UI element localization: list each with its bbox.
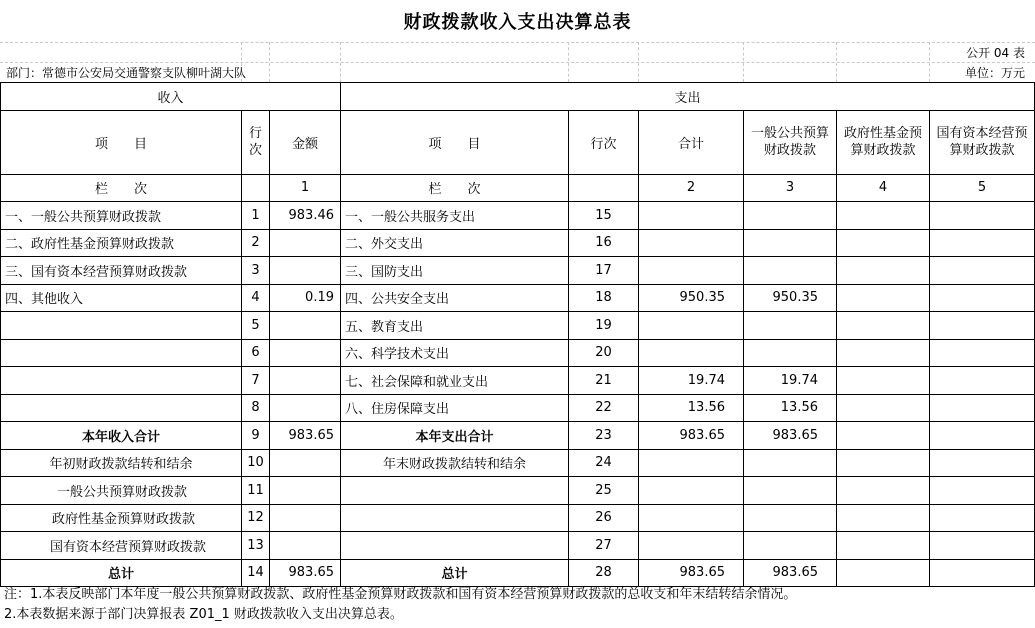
expense-row-no-header: 行次 bbox=[569, 110, 639, 174]
state-capital-cell bbox=[930, 422, 1035, 450]
gov-fund-cell bbox=[837, 449, 930, 477]
expense-total-cell bbox=[639, 312, 744, 340]
general-budget-cell bbox=[744, 202, 837, 230]
state-capital-cell bbox=[930, 312, 1035, 340]
income-item-cell: 总计 bbox=[1, 559, 242, 587]
income-item-cell bbox=[1, 339, 242, 367]
income-item-cell: 一、一般公共预算财政拨款 bbox=[1, 202, 242, 230]
table-row bbox=[1, 257, 1035, 285]
expense-item-cell bbox=[341, 504, 569, 532]
state-capital-cell bbox=[930, 229, 1035, 257]
income-amount-cell bbox=[270, 257, 341, 285]
income-row-no-cell: 5 bbox=[242, 312, 270, 340]
table-row bbox=[1, 449, 1035, 477]
table-row bbox=[1, 367, 1035, 395]
department-label: 部门：常德市公安局交通警察支队柳叶湖大队 bbox=[6, 66, 247, 80]
state-capital-cell bbox=[930, 532, 1035, 560]
expense-item-cell: 七、社会保障和就业支出 bbox=[341, 367, 569, 395]
expense-item-cell: 二、外交支出 bbox=[341, 229, 569, 257]
col-index-empty bbox=[242, 174, 270, 202]
state-capital-cell bbox=[930, 477, 1035, 505]
income-row-no-cell: 2 bbox=[242, 229, 270, 257]
expense-row-no-cell: 17 bbox=[569, 257, 639, 285]
income-row-no-cell: 10 bbox=[242, 449, 270, 477]
gov-fund-cell bbox=[837, 312, 930, 340]
budget-table bbox=[0, 82, 1035, 587]
expense-total-cell bbox=[639, 257, 744, 285]
gov-fund-cell bbox=[837, 257, 930, 285]
footnote-2: 2.本表数据来源于部门决算报表 Z01_1 财政拨款收入支出决算总表。 bbox=[4, 607, 403, 622]
amount-header: 金额 bbox=[270, 110, 341, 174]
state-capital-cell bbox=[930, 394, 1035, 422]
income-item-cell: 本年收入合计 bbox=[1, 422, 242, 450]
total-header: 合计 bbox=[639, 110, 744, 174]
income-row-no-cell: 8 bbox=[242, 394, 270, 422]
income-amount-cell bbox=[270, 339, 341, 367]
col-index-4: 4 bbox=[837, 174, 930, 202]
gov-fund-cell bbox=[837, 229, 930, 257]
income-row-no-cell: 7 bbox=[242, 367, 270, 395]
income-amount-cell bbox=[270, 449, 341, 477]
expense-item-cell: 三、国防支出 bbox=[341, 257, 569, 285]
income-amount-cell bbox=[270, 367, 341, 395]
col-index-empty bbox=[569, 174, 639, 202]
expense-header: 支出 bbox=[341, 83, 1035, 111]
income-header: 收入 bbox=[1, 83, 341, 111]
state-capital-cell bbox=[930, 449, 1035, 477]
expense-item-cell: 一、一般公共服务支出 bbox=[341, 202, 569, 230]
expense-row-no-cell: 18 bbox=[569, 284, 639, 312]
col-index-3: 3 bbox=[744, 174, 837, 202]
income-amount-cell: 983.65 bbox=[270, 422, 341, 450]
expense-row-no-cell: 24 bbox=[569, 449, 639, 477]
table-row bbox=[1, 394, 1035, 422]
table-row bbox=[1, 532, 1035, 560]
col-index-1: 1 bbox=[270, 174, 341, 202]
general-budget-cell bbox=[744, 532, 837, 560]
expense-row-no-cell: 23 bbox=[569, 422, 639, 450]
expense-total-cell bbox=[639, 449, 744, 477]
expense-total-cell bbox=[639, 477, 744, 505]
form-number: 公开 04 表 bbox=[966, 46, 1025, 60]
income-item-cell: 二、政府性基金预算财政拨款 bbox=[1, 229, 242, 257]
expense-row-no-cell: 21 bbox=[569, 367, 639, 395]
expense-item-cell: 五、教育支出 bbox=[341, 312, 569, 340]
state-capital-cell bbox=[930, 339, 1035, 367]
expense-total-cell bbox=[639, 504, 744, 532]
gov-fund-cell bbox=[837, 504, 930, 532]
expense-total-cell: 13.56 bbox=[639, 394, 744, 422]
gov-fund-cell bbox=[837, 532, 930, 560]
expense-total-cell bbox=[639, 532, 744, 560]
income-row-no-cell: 11 bbox=[242, 477, 270, 505]
income-amount-cell: 983.65 bbox=[270, 559, 341, 587]
general-budget-cell bbox=[744, 449, 837, 477]
income-item-cell: 三、国有资本经营预算财政拨款 bbox=[1, 257, 242, 285]
expense-item-cell: 六、科学技术支出 bbox=[341, 339, 569, 367]
state-capital-cell bbox=[930, 284, 1035, 312]
table-row bbox=[1, 422, 1035, 450]
income-item-cell: 年初财政拨款结转和结余 bbox=[1, 449, 242, 477]
gov-fund-cell bbox=[837, 422, 930, 450]
table-row bbox=[1, 202, 1035, 230]
table-row bbox=[1, 477, 1035, 505]
income-item-cell: 政府性基金预算财政拨款 bbox=[1, 504, 242, 532]
income-item-cell bbox=[1, 367, 242, 395]
column-header-row bbox=[1, 110, 1035, 174]
gov-fund-header: 政府性基金预算财政拨款 bbox=[837, 110, 930, 174]
income-item-cell bbox=[1, 312, 242, 340]
expense-total-cell bbox=[639, 339, 744, 367]
state-capital-cell bbox=[930, 504, 1035, 532]
income-row-no-cell: 3 bbox=[242, 257, 270, 285]
col-label-income: 栏 次 bbox=[1, 174, 242, 202]
income-row-no-cell: 13 bbox=[242, 532, 270, 560]
expense-total-cell: 950.35 bbox=[639, 284, 744, 312]
expense-total-cell: 983.65 bbox=[639, 422, 744, 450]
expense-row-no-cell: 25 bbox=[569, 477, 639, 505]
expense-row-no-cell: 20 bbox=[569, 339, 639, 367]
expense-row-no-cell: 22 bbox=[569, 394, 639, 422]
table-row bbox=[1, 339, 1035, 367]
expense-row-no-cell: 26 bbox=[569, 504, 639, 532]
gov-fund-cell bbox=[837, 477, 930, 505]
general-budget-cell: 983.65 bbox=[744, 422, 837, 450]
expense-item-header: 项 目 bbox=[341, 110, 569, 174]
general-budget-cell: 13.56 bbox=[744, 394, 837, 422]
income-row-no-cell: 4 bbox=[242, 284, 270, 312]
income-row-no-cell: 14 bbox=[242, 559, 270, 587]
expense-item-cell: 八、住房保障支出 bbox=[341, 394, 569, 422]
unit-label: 单位：万元 bbox=[964, 66, 1025, 80]
column-index-row bbox=[1, 174, 1035, 202]
gov-fund-cell bbox=[837, 202, 930, 230]
general-budget-cell bbox=[744, 477, 837, 505]
income-amount-cell bbox=[270, 532, 341, 560]
section-header-row bbox=[1, 83, 1035, 111]
expense-item-cell: 总计 bbox=[341, 559, 569, 587]
gov-fund-cell bbox=[837, 284, 930, 312]
general-budget-cell bbox=[744, 339, 837, 367]
table-row bbox=[1, 229, 1035, 257]
general-budget-cell bbox=[744, 229, 837, 257]
income-item-cell: 一般公共预算财政拨款 bbox=[1, 477, 242, 505]
gov-fund-cell bbox=[837, 394, 930, 422]
expense-item-cell: 年末财政拨款结转和结余 bbox=[341, 449, 569, 477]
income-row-no-cell: 1 bbox=[242, 202, 270, 230]
income-amount-cell: 0.19 bbox=[270, 284, 341, 312]
col-label-expense: 栏 次 bbox=[341, 174, 569, 202]
income-amount-cell bbox=[270, 477, 341, 505]
expense-item-cell bbox=[341, 532, 569, 560]
expense-total-cell: 983.65 bbox=[639, 559, 744, 587]
state-capital-cell bbox=[930, 559, 1035, 587]
page-title: 财政拨款收入支出决算总表 bbox=[403, 12, 632, 33]
expense-row-no-cell: 16 bbox=[569, 229, 639, 257]
expense-total-cell bbox=[639, 229, 744, 257]
state-capital-cell bbox=[930, 257, 1035, 285]
income-amount-cell bbox=[270, 229, 341, 257]
general-budget-cell: 983.65 bbox=[744, 559, 837, 587]
col-index-2: 2 bbox=[639, 174, 744, 202]
col-index-5: 5 bbox=[930, 174, 1035, 202]
gov-fund-cell bbox=[837, 367, 930, 395]
general-budget-cell bbox=[744, 504, 837, 532]
expense-row-no-cell: 27 bbox=[569, 532, 639, 560]
table-row bbox=[1, 312, 1035, 340]
table-row bbox=[1, 504, 1035, 532]
income-row-no-cell: 6 bbox=[242, 339, 270, 367]
state-capital-cell bbox=[930, 367, 1035, 395]
income-item-cell: 国有资本经营预算财政拨款 bbox=[1, 532, 242, 560]
expense-row-no-cell: 28 bbox=[569, 559, 639, 587]
expense-item-cell bbox=[341, 477, 569, 505]
income-row-no-header: 行次 bbox=[242, 110, 270, 174]
income-amount-cell bbox=[270, 312, 341, 340]
footnote-1: 注：1.本表反映部门本年度一般公共预算财政拨款、政府性基金预算财政拨款和国有资本经营预算财政拨款的总收支和年末结转结余情况。 bbox=[4, 587, 797, 602]
expense-row-no-cell: 15 bbox=[569, 202, 639, 230]
gov-fund-cell bbox=[837, 339, 930, 367]
state-capital-header: 国有资本经营预算财政拨款 bbox=[930, 110, 1035, 174]
table-row bbox=[1, 284, 1035, 312]
general-budget-cell bbox=[744, 257, 837, 285]
expense-total-cell: 19.74 bbox=[639, 367, 744, 395]
income-row-no-cell: 9 bbox=[242, 422, 270, 450]
expense-row-no-cell: 19 bbox=[569, 312, 639, 340]
general-budget-cell bbox=[744, 312, 837, 340]
income-item-cell: 四、其他收入 bbox=[1, 284, 242, 312]
state-capital-cell bbox=[930, 202, 1035, 230]
footnotes bbox=[4, 585, 796, 625]
expense-total-cell bbox=[639, 202, 744, 230]
income-amount-cell: 983.46 bbox=[270, 202, 341, 230]
expense-item-cell: 四、公共安全支出 bbox=[341, 284, 569, 312]
gov-fund-cell bbox=[837, 559, 930, 587]
table-row bbox=[1, 559, 1035, 587]
income-item-cell bbox=[1, 394, 242, 422]
income-item-header: 项 目 bbox=[1, 110, 242, 174]
general-budget-cell: 950.35 bbox=[744, 284, 837, 312]
general-budget-header: 一般公共预算财政拨款 bbox=[744, 110, 837, 174]
general-budget-cell: 19.74 bbox=[744, 367, 837, 395]
income-amount-cell bbox=[270, 504, 341, 532]
expense-item-cell: 本年支出合计 bbox=[341, 422, 569, 450]
income-row-no-cell: 12 bbox=[242, 504, 270, 532]
income-amount-cell bbox=[270, 394, 341, 422]
